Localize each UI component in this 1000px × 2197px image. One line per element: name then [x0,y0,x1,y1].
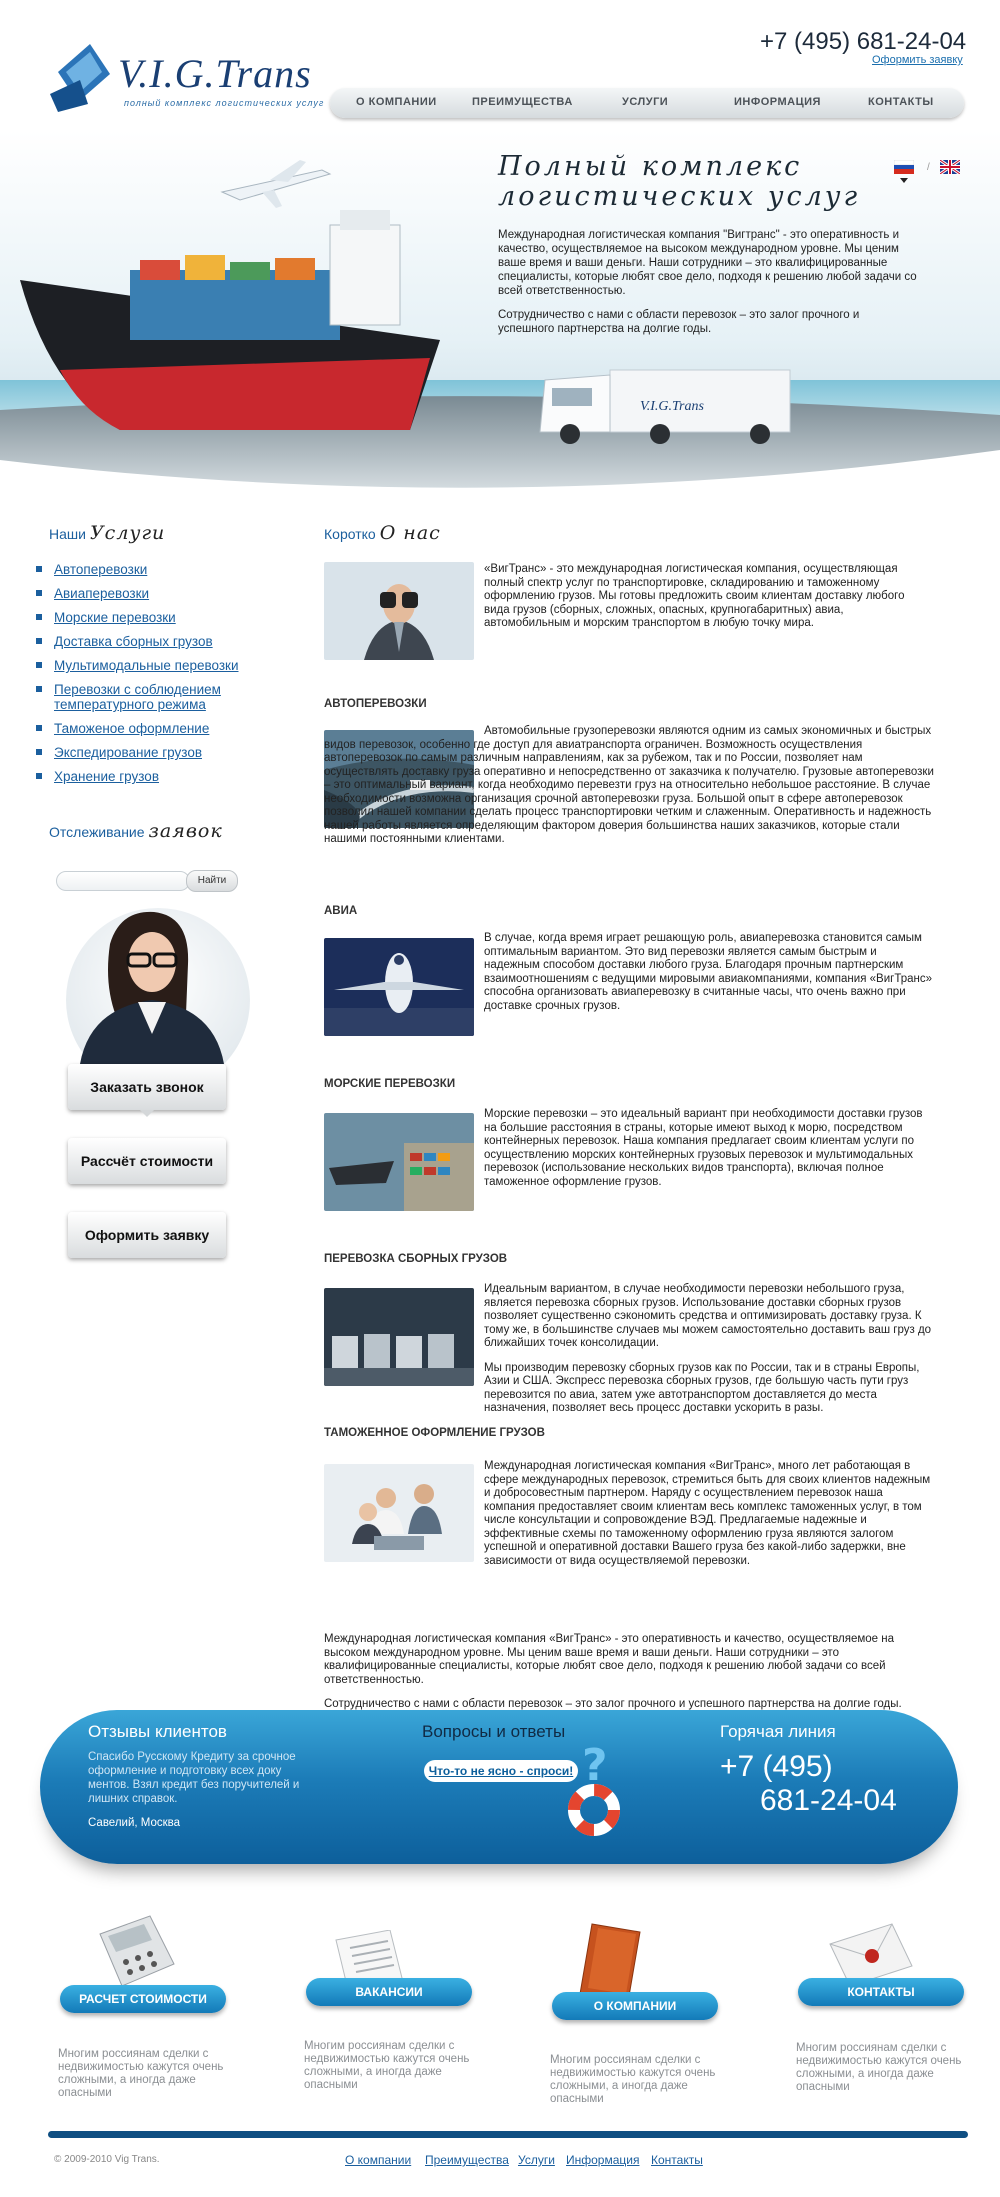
office-team-photo [324,1464,474,1562]
tracking-heading-big: заявок [148,820,223,842]
hero-title [498,152,860,212]
hero-text [498,228,918,346]
hotline-phone [720,1750,897,1818]
svg-text:?: ? [582,1740,608,1791]
tracking-search-button[interactable]: Найти [186,870,238,892]
faq-title: Вопросы и ответы [422,1722,566,1741]
about-heading-small: Коротко [324,526,376,542]
footer-nav-contacts[interactable]: Контакты [651,2153,703,2167]
calc-cost-button[interactable]: Рассчёт стоимости [68,1138,226,1184]
service-item-multimodal[interactable]: Мультимодальные перевозки [36,658,276,673]
services-heading [49,522,165,544]
flag-divider: / [927,162,930,173]
groupage-section-title: ПЕРЕВОЗКА СБОРНЫХ ГРУЗОВ [324,1253,508,1265]
hero-title-line1: Полный комплекс [498,151,803,182]
closing-paragraph: Международная логистическая компания «ВигТранс» - это оперативность и качество, осуществляемое на высоком международном уровне. Мы ценим ваше время и ваши деньги. Наши сотрудники – это квалифицированные специалисты, которые любят свое дело, подходя к решению любой задачи со всей ответственностью. [324,1633,895,1686]
tile-contacts-text: Многим россиянам сделки с недвижимостью кажутся очень сложными, а иногда даже опасными [796,2042,962,2093]
logo-subtitle: полный комплекс логистических услуг [124,98,325,108]
hotline-title: Горячая линия [720,1722,836,1741]
nav-item-advantages[interactable]: ПРЕИМУЩЕСТВА [472,96,573,108]
services-heading-small: Наши [49,526,86,542]
calculator-icon [90,1914,180,1990]
nav-item-info[interactable]: ИНФОРМАЦИЯ [734,96,821,108]
service-item-storage[interactable]: Хранение грузов [36,769,276,784]
tile-calc-text: Многим россиянам сделки с недвижимостью кажутся очень сложными, а иногда даже опасными [58,2048,224,2099]
container-port-photo [324,1113,474,1211]
sea-section-title: МОРСКИЕ ПЕРЕВОЗКИ [324,1078,456,1090]
reviews-title[interactable]: Отзывы клиентов [88,1722,227,1741]
hero-title-line2: логистических услуг [498,181,861,212]
groupage-text [324,1283,934,1416]
tile-calc-button[interactable]: РАСЧЕТ СТОИМОСТИ [60,1985,226,2013]
services-list [36,562,276,793]
flag-uk-icon[interactable] [940,160,960,174]
service-item-temperature[interactable]: Перевозки с соблюдением температурного режима [36,682,276,712]
avia-section-title: АВИА [324,905,358,917]
tile-vacancies-button[interactable]: ВАКАНСИИ [306,1978,472,2006]
service-item-forwarding[interactable]: Экспедирование грузов [36,745,276,760]
groupage-paragraph: Мы производим перевозку сборных грузов как по России, так и в страны Европы, Азии и США. Экспресс перевозка сборных грузов, где большую часть пути груз перевозится по авиа, затем уже автотранспортом доставляется до места назначения, позволяет весь процесс доставки ускорить в разы. [484,1361,920,1414]
faq-ask-button[interactable]: Что-то не ясно - спроси! [424,1760,578,1782]
lifebuoy-question-icon [560,1740,640,1840]
submit-request-button[interactable]: Оформить заявку [68,1212,226,1258]
services-heading-big: Услуги [89,522,166,544]
hotline-phone-line2: 681-24-04 [760,1784,897,1817]
avia-text: В случае, когда время играет решающую роль, авиаперевозка становится самым оптимальным вариантом. Это вид перевозки является самым быстрым и надежным способом доставки любого груза. Благодаря прочным партнерским взаимоотношениям с ведущими мировыми авиакомпаниями, компания «ВигТранс» способна организовать авиаперевозку в считанные часы, что очень важно при доставке срочных грузов. [484,932,932,1012]
sea-text: Морские перевозки – это идеальный вариант при необходимости доставки грузов на большие расстояния в страны, которые имеют выход к морю, посредством контейнерных перевозок. Наша компания предлагает своим клиентам услуги по осуществлению морских контейнерных грузовых перевозок и мультимодальных перевозок (использование нескольких видов транспорта), включая полное таможенное оформление грузов. [484,1108,923,1188]
tracking-input[interactable] [56,871,190,891]
customs-section-title: ТАМОЖЕННОЕ ОФОРМЛЕНИЕ ГРУЗОВ [324,1427,545,1439]
groupage-paragraph: Идеальным вариантом, в случае необходимости перевозки небольшого груза, является перевозка сборных грузов. Использование доставки сборных грузов позволяет существенно сэкономить средства и оптимизировать доставку груза. К тому же, в большинстве случаев мы можем самостоятельно доставить ваш груз до ближайших точек консолидации. [484,1283,932,1349]
auto-text: Автомобильные грузоперевозки являются одним из самых экономичных и быстрых видов перевозок, особенно где доступ для авиатранспорта ограничен. Возможность осуществления автоперевозок по самым различным направлениям, как за рубежом, так и по России, позволяет нам осуществлять доставку груза оперативно и непосредственно от заказчика к получателю. Грузовые автоперевозки – это оптимальный вариант, когда необходимо перевезти груз на относительно небольшое расстояние. В случае необходимости возможна организация срочной автоперевозки груза. Большой опыт в сфере автоперевозок позволил нашей компании сделать процесс транспортировки четким и слаженным. Оперативность и надежность нашей работы является определяющим фактором доверия большинства наших заказчиков, которые стали нашими постоянными клиентами. [324,725,934,845]
main-nav [330,88,964,118]
customs-text: Международная логистическая компания «ВигТранс», много лет работающая в сфере международных перевозок, стремиться быть для своих клиентов надежным и добросовестным партнером. Наряду с осуществлением перевозок наша компания предоставляет своим клиентам весь комплекс таможенных услуг, в том числе консультации и сопровождение ВЭД. Предлагаемые надежные и эффективные схемы по таможенному оформлению груза являются залогом успешной и оперативной доставки Вашего груза без какой-либо задержки, вне зависимости от вида осуществляемой перевозки. [484,1460,931,1567]
logo-text[interactable]: V.I.G.Trans [118,51,312,96]
header-phone: +7 (495) 681-24-04 [760,28,967,55]
footer-divider [48,2131,968,2138]
tile-company-text: Многим россиянам сделки с недвижимостью кажутся очень сложными, а иногда даже опасными [550,2054,716,2105]
auto-section-title: АВТОПЕРЕВОЗКИ [324,698,427,710]
tile-company-button[interactable]: О КОМПАНИИ [552,1992,718,2020]
footer-nav-company[interactable]: О компании [345,2153,412,2167]
consultant-photo [70,904,230,1064]
tile-contacts-button[interactable]: КОНТАКТЫ [798,1978,964,2006]
binoculars-man-photo [324,562,474,660]
airplane-photo [324,938,474,1036]
footer-nav-advantages[interactable]: Преимущества [425,2153,509,2167]
about-heading-big: О нас [379,522,441,544]
tile-vacancies-text: Многим россиянам сделки с недвижимостью кажутся очень сложными, а иногда даже опасными [304,2040,470,2091]
flag-active-arrow-icon [900,178,908,183]
tracking-heading-small: Отслеживание [49,824,145,840]
tracking-heading [49,820,223,842]
hero-paragraph: Международная логистическая компания "Вигтранс" - это оперативность и качество, осуществляемое на высоком международном уровне. Мы ценим ваше время и ваши деньги. Наши сотрудники – это квалифицированные специалисты, которые любят свое дело, подходя к решению любой задачи со всей ответственностью. [498,229,917,297]
about-heading [324,522,441,544]
closing-paragraph: Сотрудничество с нами с области перевозок – это залог прочного и успешного партнерства на долгие годы. [324,1698,902,1710]
copyright: © 2009-2010 Vig Trans. [54,2154,160,2165]
truck-logo-text: V.I.G.Trans [640,399,704,414]
order-link[interactable]: Оформить заявку [872,54,963,66]
nav-item-contacts[interactable]: КОНТАКТЫ [868,96,934,108]
footer-nav-info[interactable]: Информация [566,2153,640,2167]
service-item-groupage[interactable]: Доставка сборных грузов [36,634,276,649]
service-item-avia[interactable]: Авиаперевозки [36,586,276,601]
service-item-auto[interactable]: Автоперевозки [36,562,276,577]
service-item-customs[interactable]: Таможеное оформление [36,721,276,736]
nav-item-services[interactable]: УСЛУГИ [622,96,669,108]
hotline-phone-line1: +7 (495) [720,1750,833,1783]
nav-item-company[interactable]: О КОМПАНИИ [356,96,437,108]
hero-paragraph: Сотрудничество с нами с области перевозок – это залог прочного и успешного партнерства на долгие годы. [498,309,860,335]
flag-ru-icon[interactable] [894,160,914,174]
order-call-pointer-icon [140,1110,154,1117]
footer-nav-services[interactable]: Услуги [518,2153,555,2167]
service-item-sea[interactable]: Морские перевозки [36,610,276,625]
order-call-button[interactable]: Заказать звонок [68,1064,226,1110]
review-text: Спасибо Русскому Кредиту за срочное оформление и подготовку всех доку ментов. Взял кредит без поручителей и лишних справок. [88,1751,300,1805]
review-author: Савелий, Москва [88,1817,181,1829]
about-intro-text: «ВигТранс» - это международная логистическая компания, осуществляющая полный спектр услуг по транспортировке, складированию и таможенному оформлению грузов. Мы готовы предложить своим клиентам доставку любого вида грузов (сборных, сложных, опасных, крупногабаритных) авиа, автомобильным и морским транспортом в любую точку мира. [484,563,905,629]
